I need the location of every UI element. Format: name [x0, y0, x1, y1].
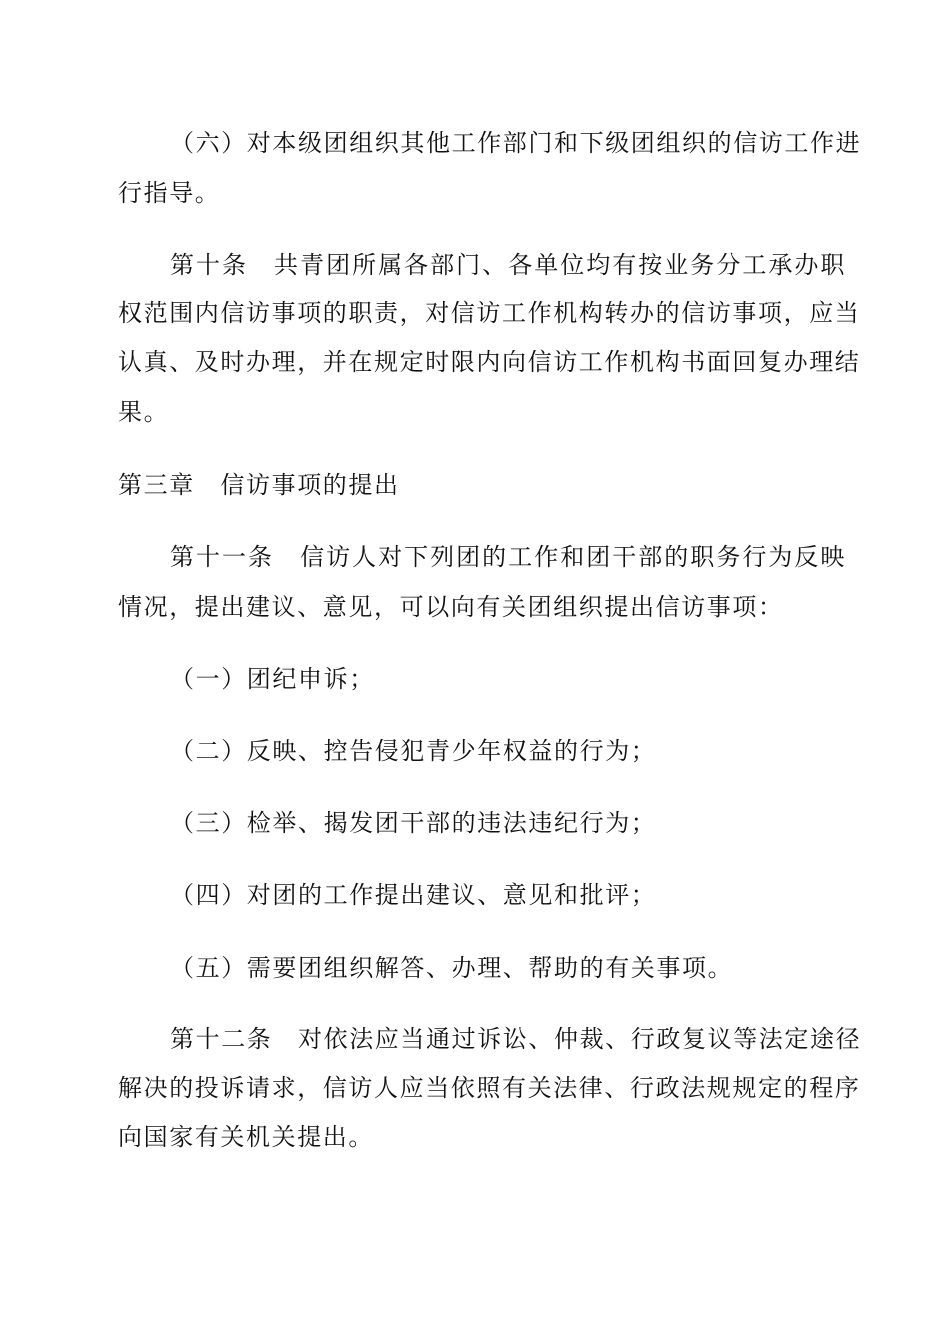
article-10-line-4: 果。 — [118, 398, 170, 426]
article-11-item-2: （二）反映、控告侵犯青少年权益的行为； — [170, 737, 657, 765]
article-11-item-1: （一）团纪申诉； — [170, 665, 375, 693]
article-10-line-2: 权范围内信访事项的职责，对信访工作机构转办的信访事项，应当 — [118, 299, 861, 327]
article-11-item-4: （四）对团的工作提出建议、意见和批评； — [170, 881, 657, 909]
article-10-line-3: 认真、及时办理，并在规定时限内向信访工作机构书面回复办理结 — [118, 348, 861, 376]
article-12-line-2: 解决的投诉请求，信访人应当依照有关法律、行政法规规定的程序 — [118, 1074, 861, 1102]
article-11-item-5: （五）需要团组织解答、办理、帮助的有关事项。 — [170, 954, 734, 982]
para-6-line-1: （六）对本级团组织其他工作部门和下级团组织的信访工作进 — [170, 129, 862, 157]
article-11-item-3: （三）检举、揭发团干部的违法违纪行为； — [170, 809, 657, 837]
article-12-line-1: 第十二条 对依法应当通过诉讼、仲裁、行政复议等法定途径 — [170, 1025, 862, 1053]
article-11-line-2: 情况，提出建议、意见，可以向有关团组织提出信访事项： — [118, 593, 784, 621]
article-10-line-1: 第十条 共青团所属各部门、各单位均有按业务分工承办职 — [170, 251, 846, 279]
chapter-3-heading: 第三章 信访事项的提出 — [118, 471, 400, 499]
article-11-line-1: 第十一条 信访人对下列团的工作和团干部的职务行为反映 — [170, 543, 846, 571]
para-6-line-2: 行指导。 — [118, 179, 221, 207]
article-12-line-3: 向国家有关机关提出。 — [118, 1123, 374, 1151]
